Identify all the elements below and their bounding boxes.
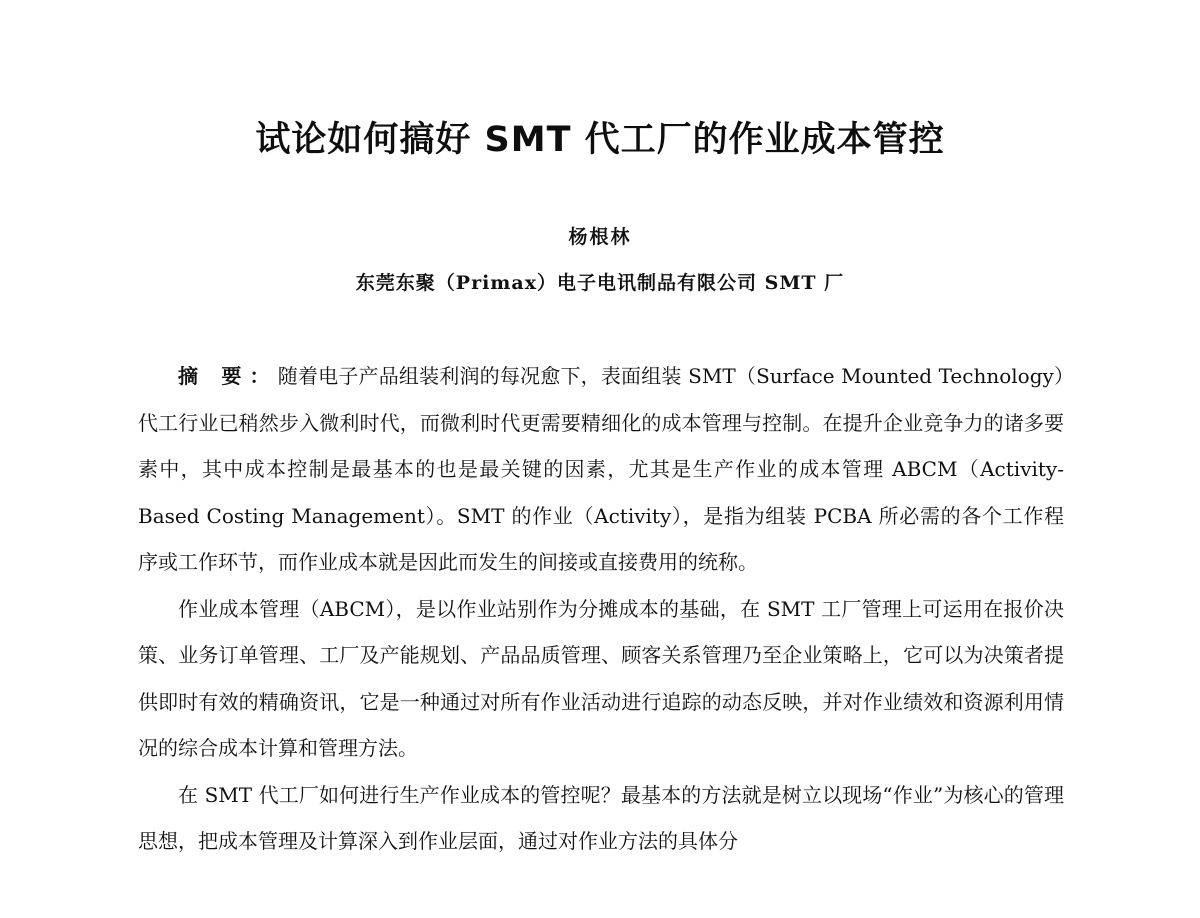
abstract-text: 随着电子产品组装利润的每况愈下，表面组装 SMT（Surface Mounted Technology）代工行业已稍然步入微利时代，而微利时代更需要精细化的成本管理与控制。在提升企业竞争力的诸多要素中，其中成本控制是最基本的也是最关键的因素，尤其是生产作业的成本管理 ABCM（Activity-Based Costing Management）。SMT 的作业（Activity），是指为组装 PCBA 所必需的各个工作程序或工作环节，而作业成本就是因此而发生的间接或直接费用的统称。 <box>138 364 1064 574</box>
author-name: 杨根林 <box>568 226 632 248</box>
paper-body <box>138 353 1064 865</box>
author-affiliation: 东莞东聚（Primax）电子电讯制品有限公司 SMT 厂 <box>355 272 845 294</box>
body-paragraph-2: 在 SMT 代工厂如何进行生产作业成本的管控呢？最基本的方法就是树立以现场“作业”为核心的管理思想，把成本管理及计算深入到作业层面，通过对作业方法的具体分 <box>138 782 1064 853</box>
abstract-paragraph <box>138 353 1064 586</box>
paper-title: 试论如何搞好 SMT 代工厂的作业成本管控 <box>255 120 945 160</box>
body-paragraph-1: 作业成本管理（ABCM），是以作业站别作为分摊成本的基础，在 SMT 工厂管理上可运用在报价决策、业务订单管理、工厂及产能规划、产品品质管理、顾客关系管理乃至企业策略上，它可以为决策者提供即时有效的精确资讯，它是一种通过对所有作业活动进行追踪的动态反映，并对作业绩效和资源利用情况的综合成本计算和管理方法。 <box>138 596 1064 760</box>
abstract-label: 摘 要： <box>178 364 278 388</box>
